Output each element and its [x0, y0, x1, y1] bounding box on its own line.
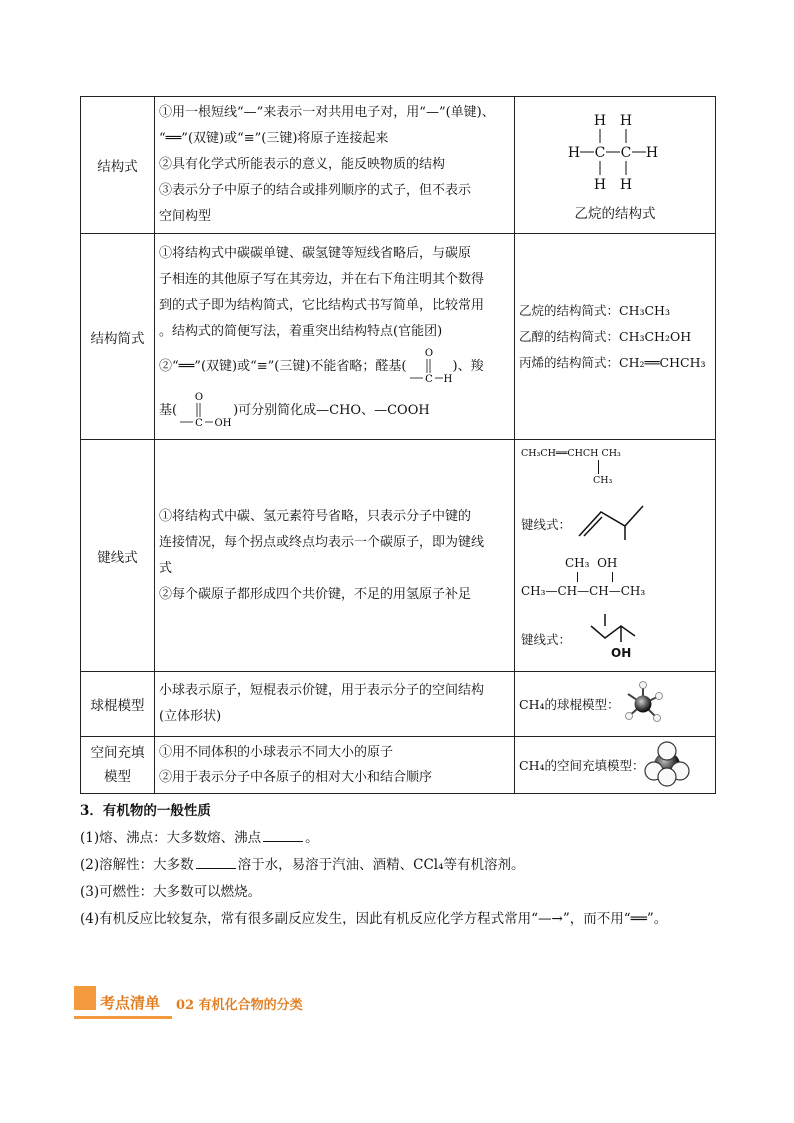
svg-text:H: H — [619, 112, 633, 129]
butanol-top: CH₃ OH — [565, 555, 618, 570]
aldehyde-group-structure — [407, 346, 453, 386]
row-example — [515, 234, 716, 440]
desc-line: ②用于表示分子中各原子的相对大小和结合顺序 — [159, 770, 433, 785]
aldehyde-text-post: )、羧 — [452, 358, 484, 374]
item-text: (2)溶解性：大多数 — [80, 857, 194, 873]
svg-text:OH: OH — [214, 418, 232, 429]
example-label: CH₄的空间充填模型： — [519, 758, 645, 773]
example-label: 乙醇的结构简式： — [519, 328, 620, 344]
svg-text:O: O — [424, 348, 433, 359]
svg-text:H: H — [593, 176, 607, 193]
property-melting-point — [80, 826, 319, 846]
row-space-filling-model — [81, 737, 716, 794]
example-label: CH₄的球棍模型： — [519, 697, 620, 712]
item-text: 溶于水，易溶于汽油、酒精、CCl₄等有机溶剂。 — [237, 857, 525, 873]
desc-line: ③表示分子中原子的结合或排列顺序的式子，但不表示 — [159, 183, 472, 198]
ethane-condensed — [519, 298, 711, 324]
example-formula: CH₃CH₃ — [619, 302, 670, 318]
pentene-skeletal-structure — [575, 498, 647, 540]
pentene-branch: CH₃ — [593, 474, 613, 486]
desc-line: ②每个碳原子都形成四个共价键，不足的用氢原子补足 — [159, 586, 472, 602]
example-label: 丙烯的结构简式： — [519, 354, 620, 370]
banner-title: 考点清单 — [100, 994, 161, 1012]
row-description — [155, 234, 515, 440]
desc-line: ①用一根短线“—”来表示一对共用电子对，用“—”(单键)、 — [159, 105, 495, 120]
row-description — [155, 97, 515, 234]
desc-line-aldehyde — [159, 345, 510, 389]
methane-space-filling-icon — [644, 741, 690, 789]
carboxyl-text-post: )可分别简化成—CHO、—COOH — [233, 402, 430, 418]
svg-text:H: H — [645, 144, 659, 161]
example-caption: 乙烷的结构式 — [574, 205, 656, 222]
banner-square-icon — [74, 986, 96, 1010]
example-label: 乙烷的结构简式： — [519, 302, 620, 318]
svg-text:C: C — [594, 144, 606, 161]
row-name: 球棍模型 — [81, 672, 155, 737]
branch-bond — [577, 572, 578, 582]
carboxyl-group-structure — [177, 390, 233, 430]
methane-ball-stick-icon — [619, 680, 667, 728]
section-heading: 3．有机物的一般性质 — [80, 803, 211, 819]
item-text: (1)熔、沸点：大多数熔、沸点 — [80, 830, 262, 846]
section-banner — [74, 986, 303, 1020]
property-reactions — [80, 907, 667, 927]
property-solubility — [80, 853, 525, 873]
property-flammability — [80, 880, 261, 900]
desc-line: ②具有化学式所能表示的意义，能反映物质的结构 — [159, 157, 446, 172]
example-formula: CH₃CH₂OH — [619, 328, 692, 344]
row-description — [155, 440, 515, 672]
item-text: 。 — [305, 830, 319, 846]
branch-bond — [612, 572, 613, 582]
carboxyl-text-pre: 基( — [159, 402, 178, 418]
svg-text:H: H — [443, 374, 452, 385]
banner-underline — [74, 1016, 172, 1019]
svg-text:H: H — [567, 144, 581, 161]
desc-line: ①将结构式中碳、氢元素符号省略，只表示分子中键的 — [159, 508, 472, 524]
svg-text:C: C — [620, 144, 632, 161]
row-ball-stick-model — [81, 672, 716, 737]
propene-condensed — [519, 350, 711, 376]
svg-text:C: C — [195, 418, 203, 429]
fill-blank — [196, 856, 236, 869]
example-formula: CH₂══CHCH₃ — [619, 354, 706, 370]
svg-text:H: H — [619, 176, 633, 193]
pentene-condensed: CH₃CH══CHCH CH₃ — [521, 447, 621, 459]
desc-line: 。结构式的简便写法，着重突出结构特点(官能团) — [159, 323, 443, 339]
skeletal-label-2: 键线式： — [521, 631, 572, 647]
row-skeletal-formula — [81, 440, 716, 672]
fill-blank — [263, 829, 303, 842]
butanol-main: CH₃—CH—CH—CH₃ — [521, 583, 646, 598]
item-text: (3)可燃性：大多数可以燃烧。 — [80, 884, 262, 900]
svg-text:H: H — [593, 112, 607, 129]
butanol-oh: OH — [611, 645, 632, 660]
row-name: 结构式 — [81, 97, 155, 234]
desc-line: 子相连的其他原子写在其旁边，并在右下角注明其个数得 — [159, 271, 485, 287]
row-name: 结构简式 — [81, 234, 155, 440]
ethane-structural-formula — [560, 109, 670, 195]
desc-line: (立体形状) — [159, 709, 222, 724]
desc-line: 空间构型 — [159, 209, 212, 224]
row-structural-formula — [81, 97, 716, 234]
row-example — [515, 737, 716, 794]
branch-bond — [598, 460, 599, 474]
row-example — [515, 97, 716, 234]
row-description — [155, 672, 515, 737]
row-example — [515, 440, 716, 672]
row-description — [155, 737, 515, 794]
row-example — [515, 672, 716, 737]
row-name: 空间充填模型 — [81, 737, 155, 794]
desc-line: 式 — [159, 560, 173, 576]
svg-text:C: C — [424, 374, 433, 385]
desc-line: 到的式子即为结构简式，它比结构式书写简单，比较常用 — [159, 297, 485, 313]
row-name: 键线式 — [81, 440, 155, 672]
aldehyde-text-pre: ②“══”(双键)或“≡”(三键)不能省略；醛基( — [159, 358, 407, 374]
skeletal-label: 键线式： — [521, 516, 572, 532]
ethanol-condensed — [519, 324, 711, 350]
banner-subtitle: 02 有机化合物的分类 — [176, 998, 303, 1013]
desc-line-carboxyl — [159, 389, 510, 433]
desc-line: ①将结构式中碳碳单键、碳氢键等短线省略后，与碳原 — [159, 245, 472, 261]
desc-line: “══”(双键)或“≡”(三键)将原子连接起来 — [159, 131, 389, 146]
representation-table — [80, 96, 716, 794]
desc-line: 小球表示原子，短棍表示价键，用于表示分子的空间结构 — [159, 683, 485, 698]
desc-line: 连接情况，每个拐点或终点均表示一个碳原子，即为键线 — [159, 534, 485, 550]
item-text: (4)有机反应比较复杂，常有很多副反应发生，因此有机反应化学方程式常用“—→”，而不用“══”。 — [80, 911, 668, 927]
svg-text:O: O — [194, 392, 204, 403]
row-condensed-formula — [81, 234, 716, 440]
desc-line: ①用不同体积的小球表示不同大小的原子 — [159, 745, 394, 760]
